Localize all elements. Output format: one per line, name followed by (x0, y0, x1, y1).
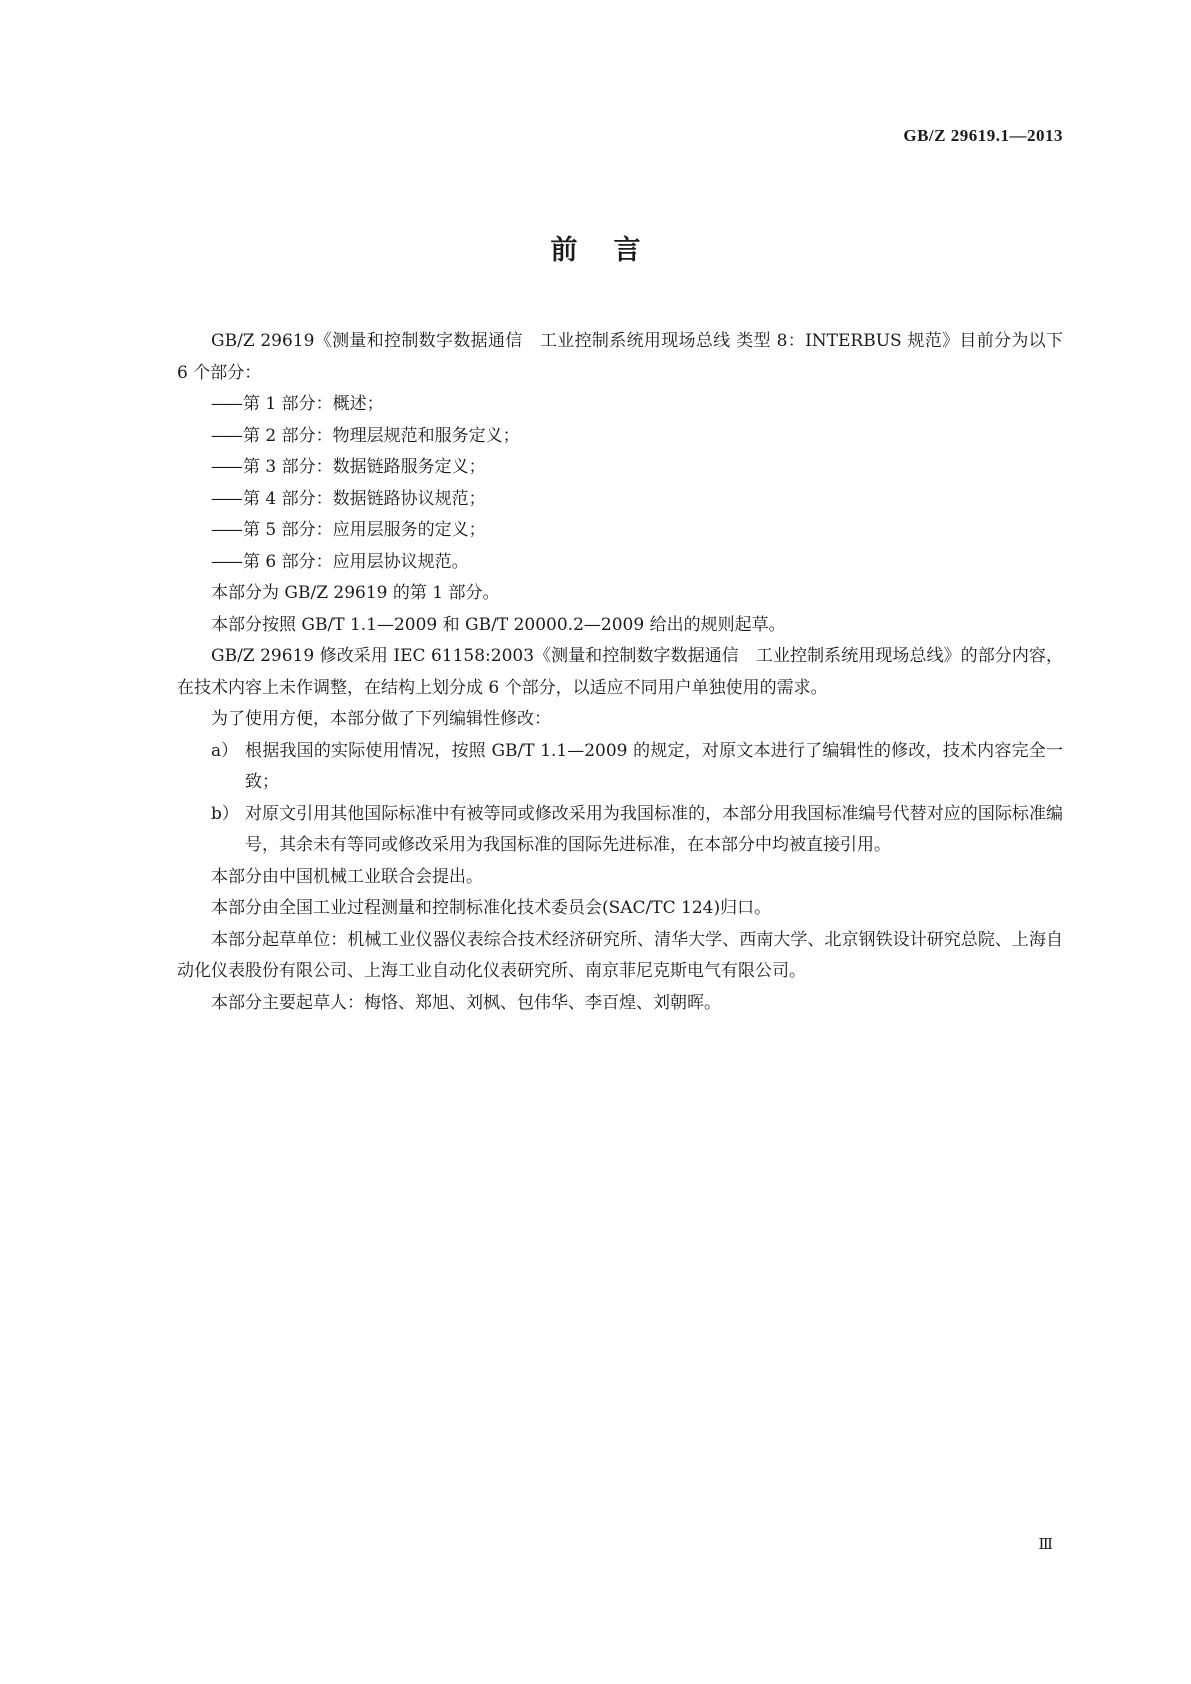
dash-marker: —— (211, 457, 241, 477)
part-statement-paragraph: 本部分为 GB/Z 29619 的第 1 部分。 (211, 583, 500, 603)
dash-marker: —— (211, 488, 241, 509)
document-code: GB/Z 29619.1—2013 (903, 126, 1063, 145)
intro-paragraph: GB/Z 29619《测量和控制数字数据通信 工业控制系统用现场总线 类型 8：INTERBUS 规范》目前分为以下 6 个部分： (177, 331, 1063, 383)
dash-marker: —— (211, 520, 241, 540)
part-list-item (177, 389, 1063, 421)
part-list-item-text: 第 4 部分：数据链路协议规范； (243, 488, 486, 509)
dash-marker: —— (211, 394, 241, 414)
edit-list-item-text: 对原文引用其他国际标准中有被等同或修改采用为我国标准的，本部分用我国标准编号代替对应的国际标准编号，其余未有等同或修改采用为我国标准的国际先进标准，在本部分中均被直接引用。 (245, 803, 1063, 855)
foreword-body (177, 326, 1063, 1019)
part-list-item-text: 第 1 部分：概述； (243, 394, 384, 414)
edit-list-item (177, 736, 1063, 799)
part-list-item (177, 547, 1063, 579)
dash-marker: —— (211, 425, 241, 446)
part-list-item-text: 第 6 部分：应用层协议规范。 (243, 551, 469, 572)
edits-intro-paragraph: 为了使用方便，本部分做了下列编辑性修改： (211, 709, 551, 729)
part-list-item (177, 515, 1063, 547)
part-list-item-text: 第 5 部分：应用层服务的定义； (243, 520, 486, 540)
page-title: 前言 (550, 235, 677, 266)
drafters-paragraph: 本部分主要起草人：梅恪、郑旭、刘枫、包伟华、李百煌、刘朝晖。 (211, 992, 721, 1013)
part-list-item (177, 452, 1063, 484)
committee-paragraph: 本部分由全国工业过程测量和控制标准化技术委员会(SAC/TC 124)归口。 (211, 898, 772, 918)
edit-list-item (177, 799, 1063, 862)
part-list-item (177, 484, 1063, 516)
part-list-item-text: 第 2 部分：物理层规范和服务定义； (243, 425, 520, 446)
part-list-item (177, 421, 1063, 453)
edit-list-marker: b） (211, 803, 239, 824)
drafting-rules-paragraph: 本部分按照 GB/T 1.1—2009 和 GB/T 20000.2—2009 给出的规则起草。 (211, 614, 786, 635)
edit-list-item-text: 根据我国的实际使用情况，按照 GB/T 1.1—2009 的规定，对原文本进行了编辑性的修改，技术内容完全一致； (245, 740, 1063, 792)
part-list-item-text: 第 3 部分：数据链路服务定义； (243, 457, 486, 477)
drafting-units-paragraph: 本部分起草单位：机械工业仪器仪表综合技术经济研究所、清华大学、西南大学、北京钢铁设计研究总院、上海自动化仪表股份有限公司、上海工业自动化仪表研究所、南京菲尼克斯电气有限公司。 (177, 929, 1063, 981)
page-number: Ⅲ (1038, 1535, 1054, 1553)
proposer-paragraph: 本部分由中国机械工业联合会提出。 (211, 866, 483, 887)
dash-marker: —— (211, 551, 241, 572)
adoption-paragraph: GB/Z 29619 修改采用 IEC 61158:2003《测量和控制数字数据通信 工业控制系统用现场总线》的部分内容，在技术内容上未作调整，在结构上划分成 6 个部分，以适应不同用户单独使用的需求。 (177, 646, 1063, 698)
edit-list-marker: a） (211, 740, 239, 761)
